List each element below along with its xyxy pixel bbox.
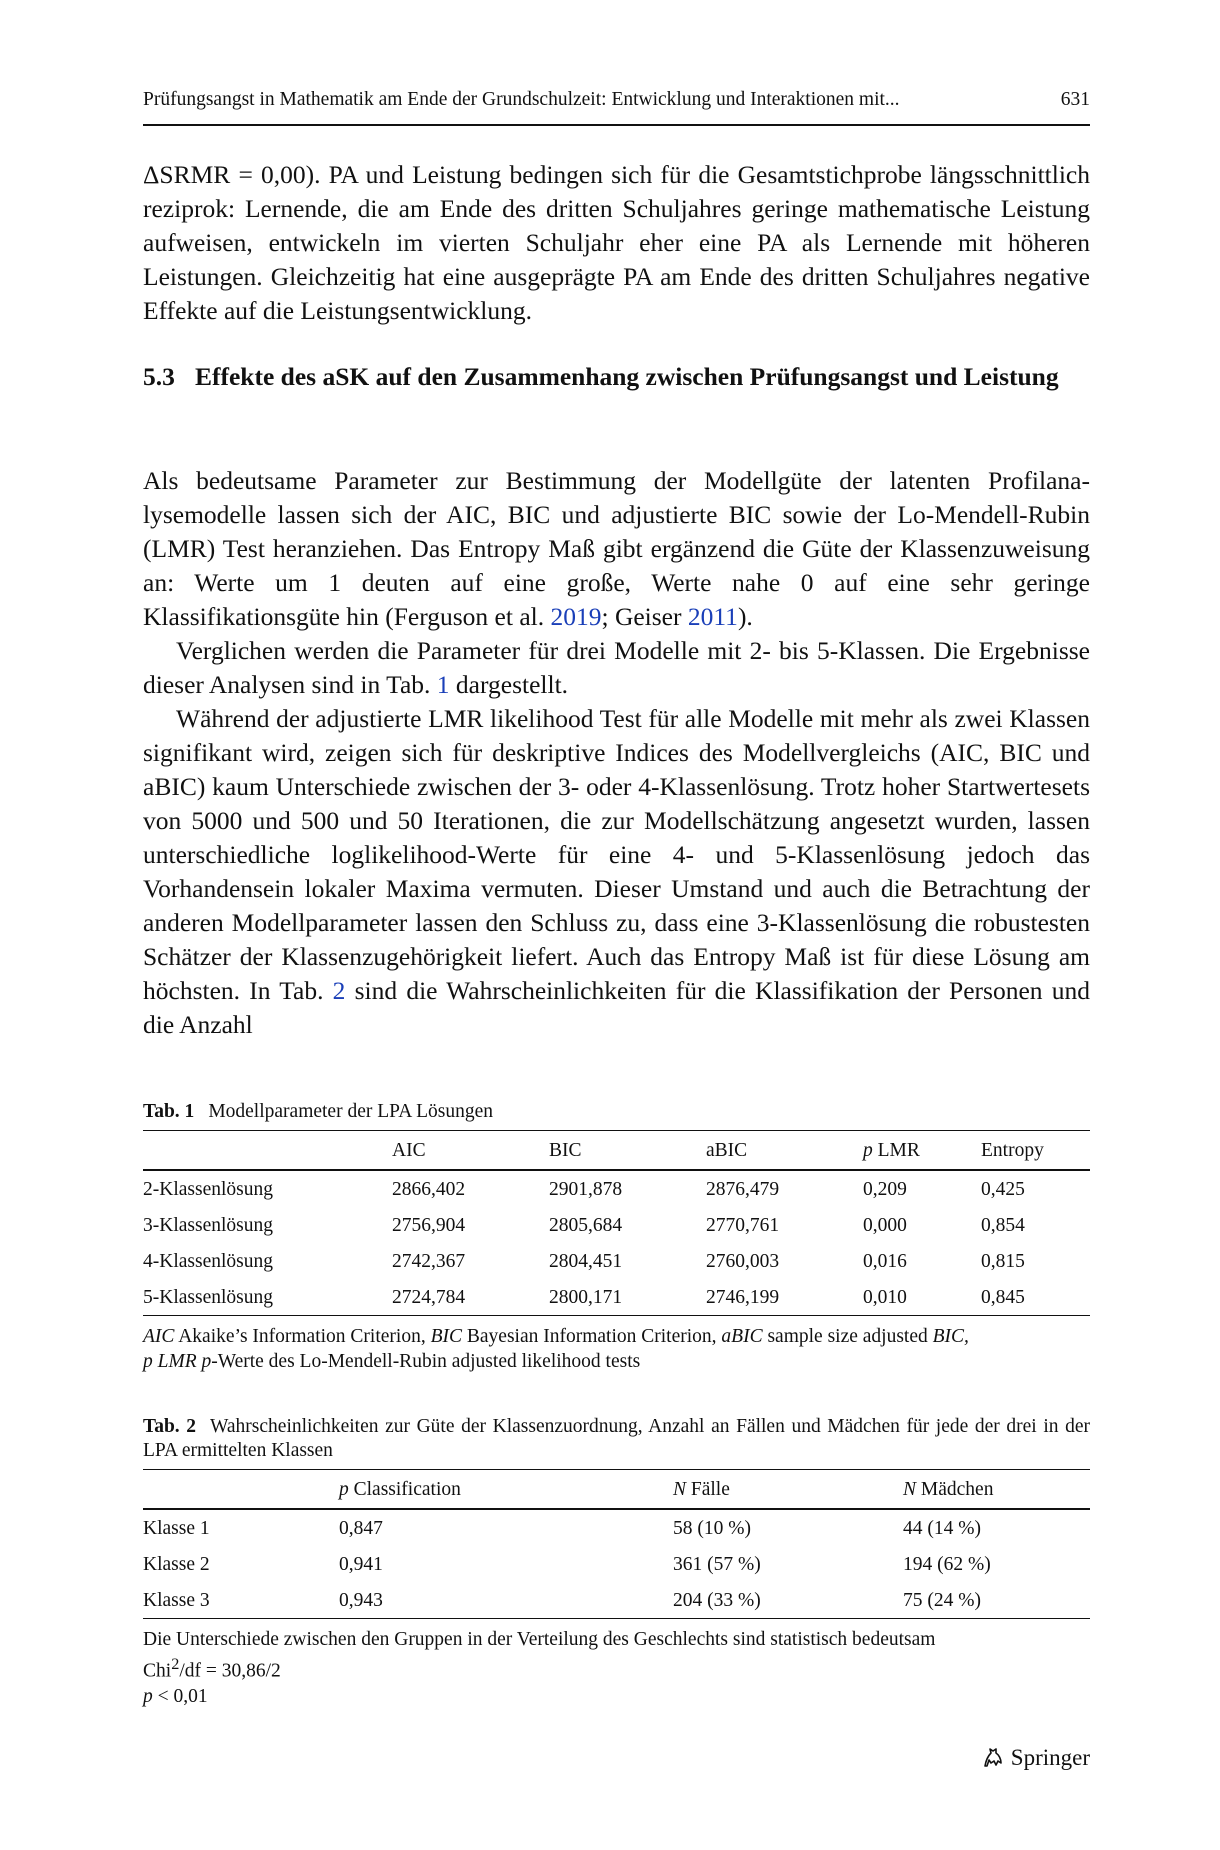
table-cell: 204 (33 %) [673,1590,761,1611]
note-bic-text: Bayesian Information Criterion, [462,1326,722,1347]
table-cell: 2-Klassenlösung [143,1179,273,1200]
table-2-label: Tab. 2 [143,1416,197,1437]
table-1-header-lmr: LMR [877,1140,920,1161]
table-cell: 4-Klassenlösung [143,1251,273,1272]
paragraph-1-text-b: ; Geiser [601,602,688,631]
paragraph-1 [143,464,1090,634]
header-rule [143,124,1090,126]
paragraph-2-text-a: Verglichen werden die Parameter für drei Modelle mit 2- bis 5-Klassen. Die Ergebnisse dieser Analysen sind in Tab. [143,636,1090,699]
table-cell: 0,425 [981,1179,1025,1200]
note-abic-text: sample size adjusted [762,1326,933,1347]
paragraph-3 [143,702,1090,1042]
table-2-note-superscript: 2 [171,1655,180,1673]
table-cell: 0,815 [981,1251,1025,1272]
table-2-header-row [143,1470,1090,1510]
table-1-caption [143,1100,1090,1124]
table-cell: 2800,171 [549,1287,623,1308]
table-1 [143,1100,1090,1374]
table-cell: Klasse 2 [143,1554,210,1575]
table-cell: 75 (24 %) [903,1590,981,1611]
table-2-header-p: p [339,1479,349,1500]
table-cell: 2805,684 [549,1215,623,1236]
paragraph-1-text-a: Als bedeutsame Parameter zur Bestimmung der Modellgüte der latenten Profilanalysemodelle lassen sich der AIC, BIC und adjustierte BIC sowie der Lo-Mendell-Rubin (LMR) Test heranziehen. Das Entropy Maß gibt ergänzend die Güte der Klassenzuweisung an: Werte um 1 deuten auf eine große, Werte nahe 0 auf eine sehr geringe Klassifikationsgüte hin (Ferguson et al. [143,466,1090,631]
table-2-note-line-1: Die Unterschiede zwischen den Gruppen in der Verteilung des Geschlechts sind statistisch bedeutsam [143,1629,936,1650]
table-2-note [143,1627,1090,1709]
table-cell: 0,854 [981,1215,1025,1236]
table-cell: 2901,878 [549,1179,623,1200]
table-1-note [143,1324,1090,1374]
table-1-label: Tab. 1 [143,1101,195,1122]
table-2-note-p-rest: < 0,01 [152,1685,208,1707]
table-2-header-faelle [673,1470,903,1510]
table-row [143,1546,1090,1582]
paragraph-3-text-a: Während der adjustierte LMR likelihood Test für alle Modelle mit mehr als zwei Klassen signifikant wird, zeigen sich für deskriptive Indices des Modellvergleichs (AIC, BIC und aBIC) kaum Unterschiede zwischen der 3- oder 4-Klassenlösung. Trotz hoher Startwertesets von 5000 und 500 und 50 Iterationen, die zur Modellschätzung angesetzt wurden, lassen unterschiedliche loglikelihood-Werte für eine 4- und 5-Klassenlösung jedoch das Vorhandensein lokaler Maxima vermuten. Dieser Umstand und auch die Betrachtung der anderen Modellparameter lassen den Schluss zu, dass eine 3-Klassenlösung die robustesten Schätzer der Klassenzugehörigkeit liefert. Auch das Entropy Maß ist für diese Lösung am höchsten. In Tab. [143,704,1090,1005]
table-cell: 2756,904 [392,1215,466,1236]
page-number: 631 [1060,89,1090,110]
table-1-header-p: p [863,1140,873,1161]
table-1-caption-text: Modellparameter der LPA Lösungen [208,1101,493,1122]
table-2-note-p: p [143,1685,153,1707]
table-cell: 5-Klassenlösung [143,1287,273,1308]
paragraph-1-text-c: ). [737,602,753,631]
section-body [143,464,1090,1042]
section-heading [143,360,1090,394]
table-row [143,1170,1090,1207]
table-row [143,1582,1090,1619]
table-2-note-chi: Chi [143,1660,172,1682]
paragraph-3-text-b: sind die Wahrscheinlichkeiten für die Klassifikation der Personen und die Anzahl [143,976,1091,1039]
table-row [143,1243,1090,1279]
table-1-header-plmr [863,1131,981,1171]
table-cell: 2770,761 [706,1215,780,1236]
table-ref-1[interactable]: 1 [436,670,450,699]
table-cell: 2724,784 [392,1287,466,1308]
note-abic-abbr: aBIC [721,1326,763,1347]
note-plmr-text: -Werte des Lo-Mendell-Rubin adjusted likelihood tests [211,1351,641,1372]
table-2-header-classification-label: Classification [353,1479,461,1500]
section-number: 5.3 [143,362,175,391]
table-ref-2[interactable]: 2 [332,976,346,1005]
note-aic-abbr: AIC [143,1326,175,1347]
publisher-logo [981,1745,1090,1771]
table-row [143,1279,1090,1316]
table-cell: 0,209 [863,1179,907,1200]
citation-ferguson[interactable]: 2019 [550,602,602,631]
table-cell: 2866,402 [392,1179,466,1200]
table-cell: 194 (62 %) [903,1554,991,1575]
table-cell: 3-Klassenlösung [143,1215,273,1236]
table-2-caption-text: Wahrscheinlichkeiten zur Güte der Klassenzuordnung, Anzahl an Fällen und Mädchen für jede der drei in der LPA ermittelten Klassen [143,1416,1090,1461]
table-cell: 0,000 [863,1215,907,1236]
running-title: Prüfungsangst in Mathematik am Ende der Grundschulzeit: Entwicklung und Interaktionen mit... [143,89,900,110]
table-cell: 2876,479 [706,1179,780,1200]
table-cell: 0,941 [339,1554,383,1575]
table-2-grid [143,1469,1090,1619]
table-cell: 2742,367 [392,1251,466,1272]
note-abic-bic: BIC, [932,1326,969,1347]
table-2-header-empty [143,1470,339,1510]
table-cell: 361 (57 %) [673,1554,761,1575]
table-2-header-maedchen [903,1470,1090,1510]
table-1-header-empty [143,1131,392,1171]
table-cell: 58 (10 %) [673,1518,751,1539]
paragraph-2-text-b: dargestellt. [449,670,569,699]
table-cell: 0,845 [981,1287,1025,1308]
table-2-caption [143,1415,1090,1463]
section-title: Effekte des aSK auf den Zusammenhang zwischen Prüfungsangst und Leistung [195,362,1059,391]
table-cell: 0,943 [339,1590,383,1611]
table-1-header-bic: BIC [549,1140,582,1161]
table-cell: Klasse 1 [143,1518,210,1539]
intro-paragraph: ΔSRMR = 0,00). PA und Leistung bedingen sich für die Gesamtstichprobe längsschnittlich reziprok: Lernende, die am Ende des dritten Schuljahres geringe mathematische Leistung aufweisen, entwickeln im vierten Schuljahr eher eine PA als Lernende mit höheren Leistungen. Gleichzeitig hat eine ausgeprägte PA am Ende des dritten Schuljahres negative Effekte auf die Leistungsentwicklung. [143,160,1090,325]
table-cell: 0,010 [863,1287,907,1308]
table-cell: 0,847 [339,1518,383,1539]
table-cell: 44 (14 %) [903,1518,981,1539]
intro-text [143,158,1090,328]
table-2-header-n1: N [673,1479,687,1500]
table-1-header-abic: aBIC [706,1140,748,1161]
table-cell: 2804,451 [549,1251,623,1272]
note-bic-abbr: BIC [430,1326,463,1347]
running-head [143,88,1090,112]
publisher-name: Springer [1010,1745,1090,1770]
table-1-header-entropy: Entropy [981,1140,1044,1161]
table-cell: 2746,199 [706,1287,780,1308]
table-2-header-faelle-label: Fälle [690,1479,730,1500]
table-cell: 2760,003 [706,1251,780,1272]
table-1-header-row [143,1131,1090,1171]
table-2-header-maedchen-label: Mädchen [920,1479,994,1500]
table-1-header-aic: AIC [392,1140,426,1161]
citation-geiser[interactable]: 2011 [687,602,738,631]
table-2-header-n2: N [903,1479,917,1500]
table-row [143,1509,1090,1546]
springer-horse-icon [981,1746,1005,1770]
table-2-note-chi-rest: /df = 30,86/2 [179,1660,281,1682]
note-aic-text: Akaike’s Information Criterion, [174,1326,431,1347]
table-row [143,1207,1090,1243]
table-cell: 0,016 [863,1251,907,1272]
paragraph-2 [143,634,1090,702]
table-2-header-classification [339,1470,673,1510]
note-plmr-abbr: p LMR p [143,1351,212,1372]
table-cell: Klasse 3 [143,1590,210,1611]
table-2 [143,1415,1090,1709]
table-1-grid [143,1130,1090,1316]
